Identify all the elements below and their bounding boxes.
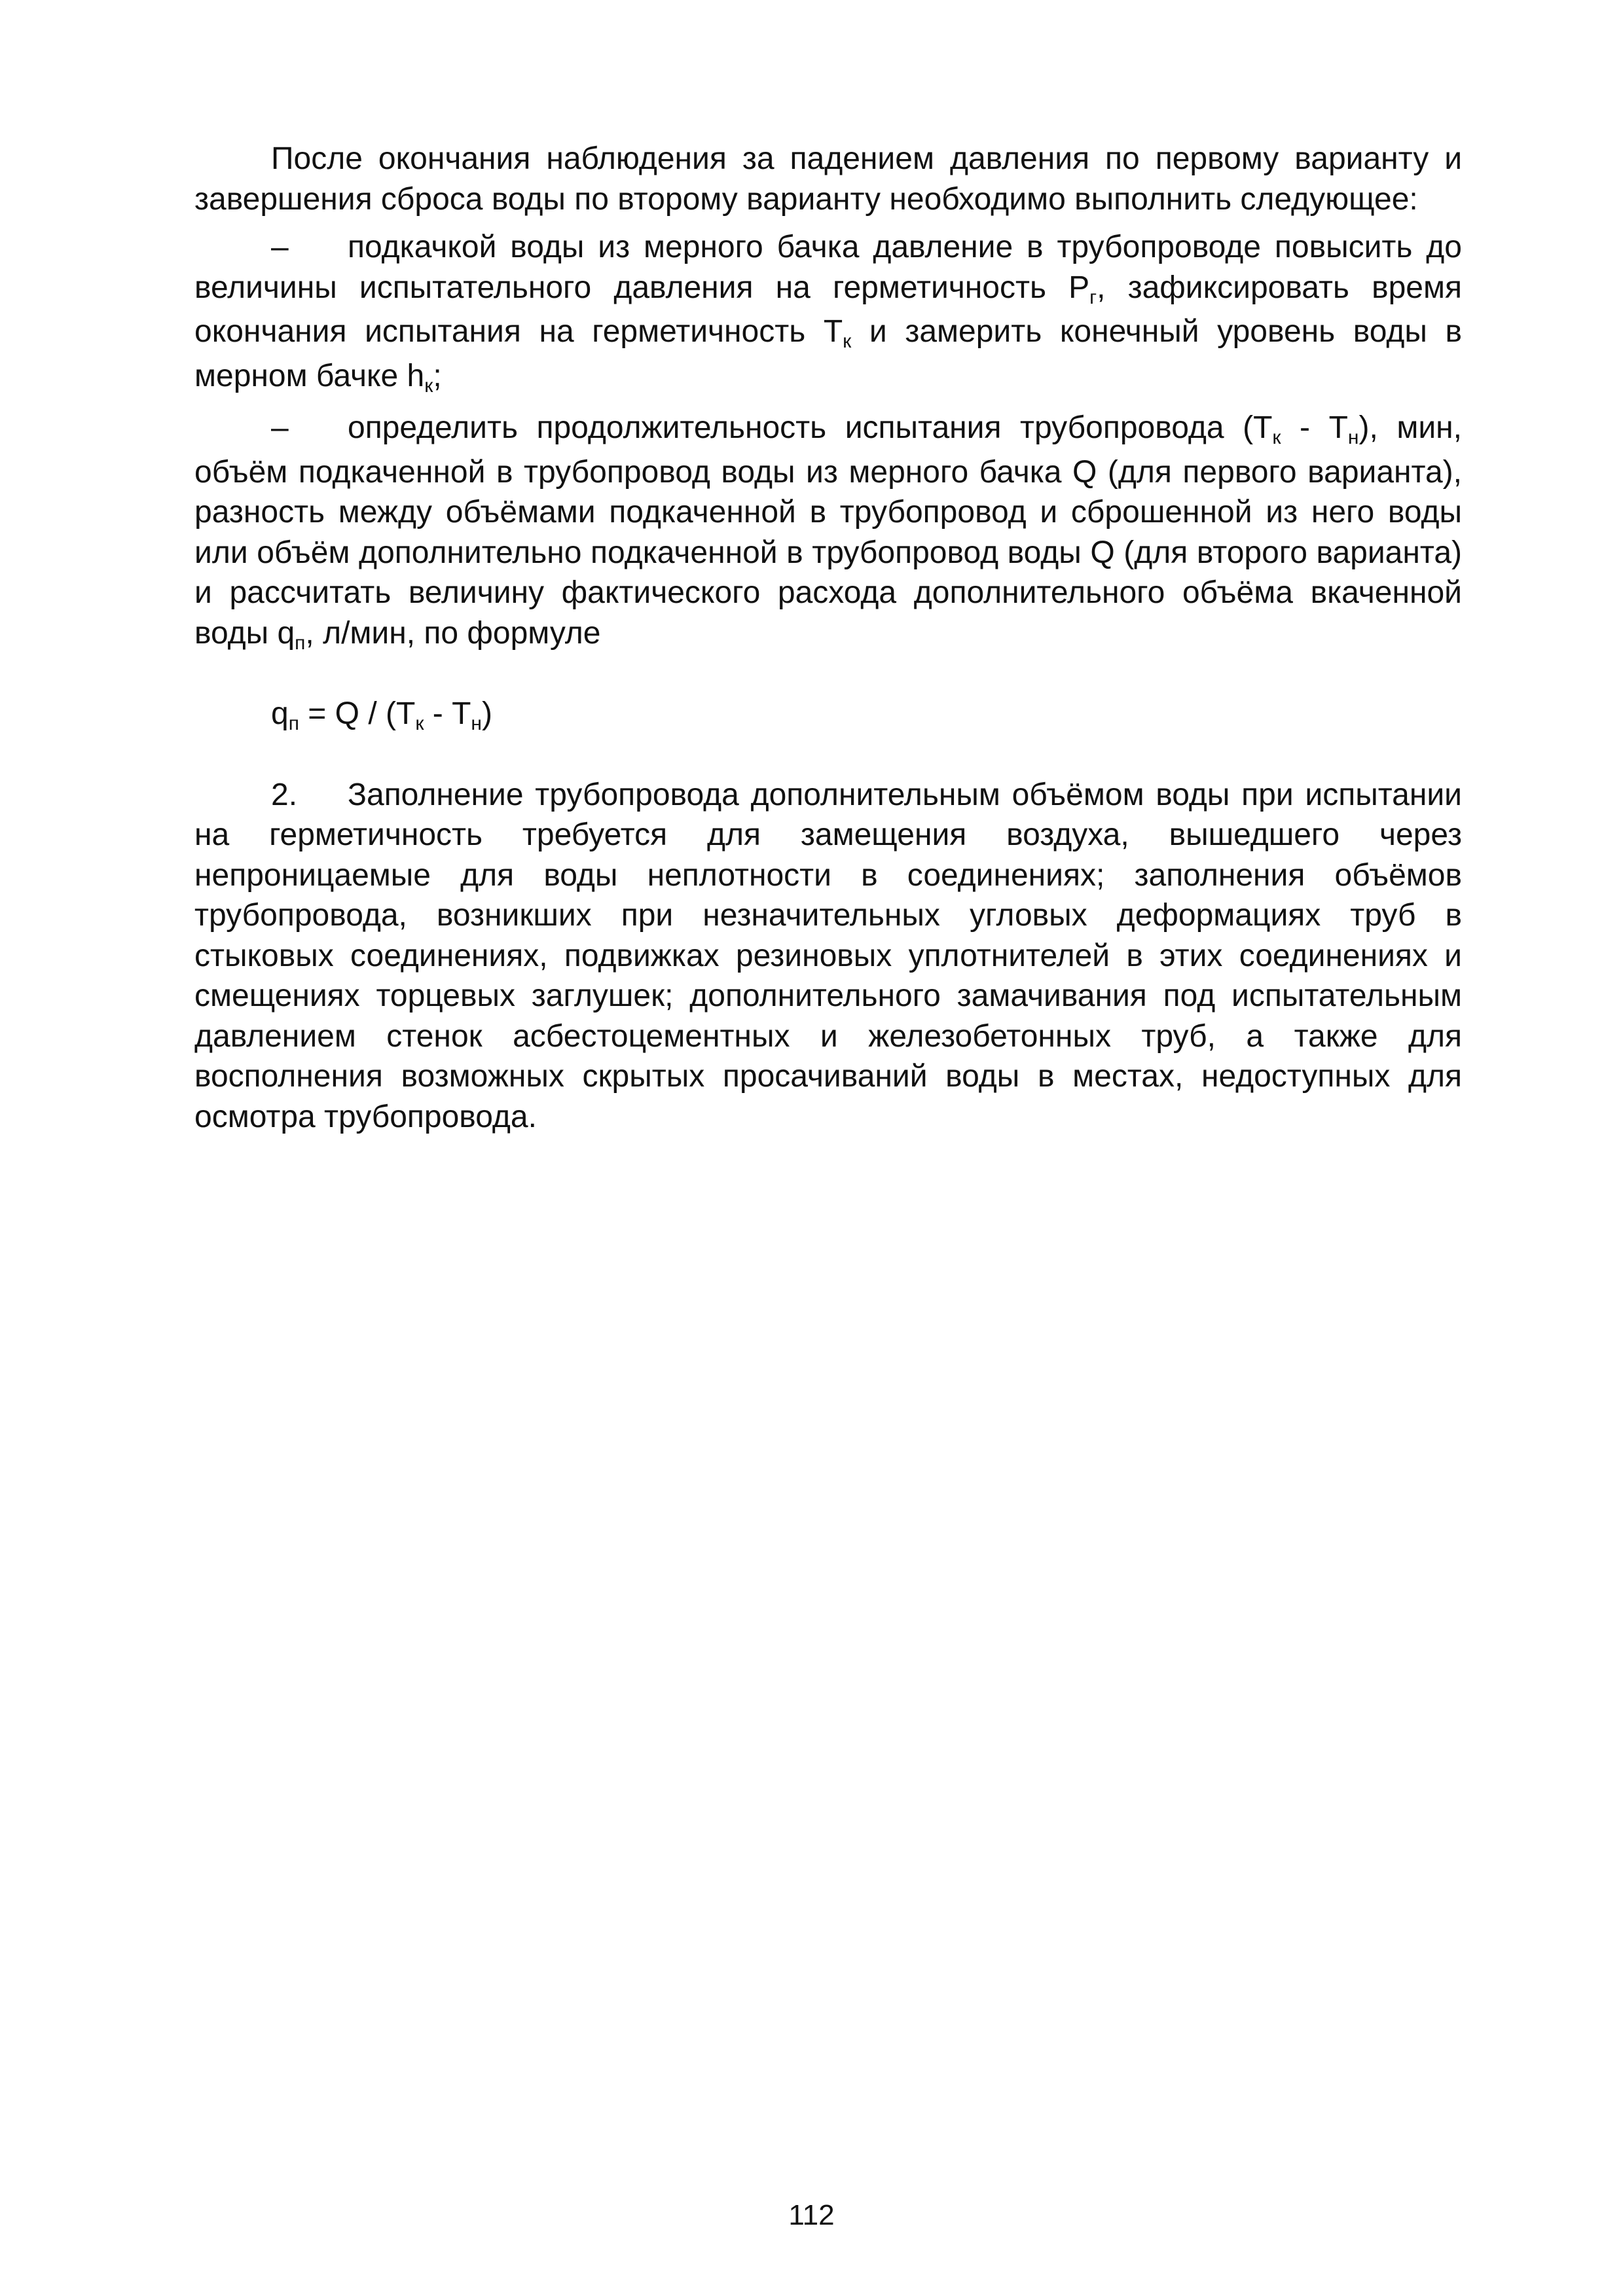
formula-close: ) xyxy=(482,696,492,731)
numbered-paragraph-text: Заполнение трубопровода дополнительным объёмом воды при испытании на герметичность требуется для замещения воздуха, вышедшего через непроницаемые для воды неплотности в соединениях; заполнения объёмов трубопровода, возникших при незначительных угловых деформациях труб в стыковых соединениях, подвижках резиновых уплотнителей в этих соединениях и смещениях торцевых заглушек; дополнительного замачивания под испытательным давлением стенок асбестоцементных и железобетонных труб, а также для восполнения возможных скрытых просачиваний воды в местах, недоступных для осмотра трубопровода. xyxy=(194,777,1462,1134)
item1-subscript-k: к xyxy=(843,331,852,352)
item2-text-part3: ), мин, объём подкаченной в трубопровод воды из мерного бачка Q (для первого варианта), разность между объёмами подкаченной в трубопровод и сброшенной из него воды или объём дополнительно подкаченной в трубопровод воды Q (для второго варианта) и рассчитать величину фактического расхода дополнительного объёма вкаченной воды q xyxy=(194,410,1462,651)
item1-subscript-hk: к xyxy=(424,374,433,397)
dash-marker: – xyxy=(271,230,289,264)
page-number: 112 xyxy=(788,2199,835,2231)
list-item-pressure xyxy=(194,227,1462,400)
formula-q-subscript: п xyxy=(288,713,299,734)
numbered-paragraph-2 xyxy=(194,775,1462,1138)
formula-tn-subscript: н xyxy=(471,713,482,734)
formula-mid: = Q / (Т xyxy=(299,696,416,731)
formula xyxy=(271,694,1462,738)
item2-text-part1: определить продолжительность испытания трубопровода (Т xyxy=(348,410,1273,445)
item2-subscript-n: н xyxy=(1347,427,1359,448)
item2-text-part2: - Т xyxy=(1281,410,1348,445)
dash-marker: – xyxy=(271,410,289,445)
item2-subscript-p: п xyxy=(295,632,306,654)
list-item-duration xyxy=(194,408,1462,657)
formula-tk-subscript: к xyxy=(415,713,424,734)
item1-subscript-g: г xyxy=(1089,286,1097,308)
item2-text-part4: , л/мин, по формуле xyxy=(305,615,601,651)
paragraph-number: 2. xyxy=(271,777,298,812)
formula-q: q xyxy=(271,696,289,731)
body-text xyxy=(194,139,1462,1145)
item2-subscript-k: к xyxy=(1272,427,1281,448)
intro-paragraph: После окончания наблюдения за падением давления по первому варианту и завершения сброса воды по второму варианту необходимо выполнить следующее: xyxy=(194,141,1462,217)
formula-minus: - Т xyxy=(424,696,471,731)
item1-text-part4: ; xyxy=(433,358,442,393)
item1-text-part1: подкачкой воды из мерного бачка давление в трубопроводе повысить до величины испытательного давления на герметичность Р xyxy=(194,230,1462,305)
item1-text-part2: , зафиксировать время окончания испытания на герметичность Т xyxy=(194,270,1462,349)
item1-text-part3: и замерить конечный уровень воды в мерном бачке h xyxy=(194,314,1462,393)
